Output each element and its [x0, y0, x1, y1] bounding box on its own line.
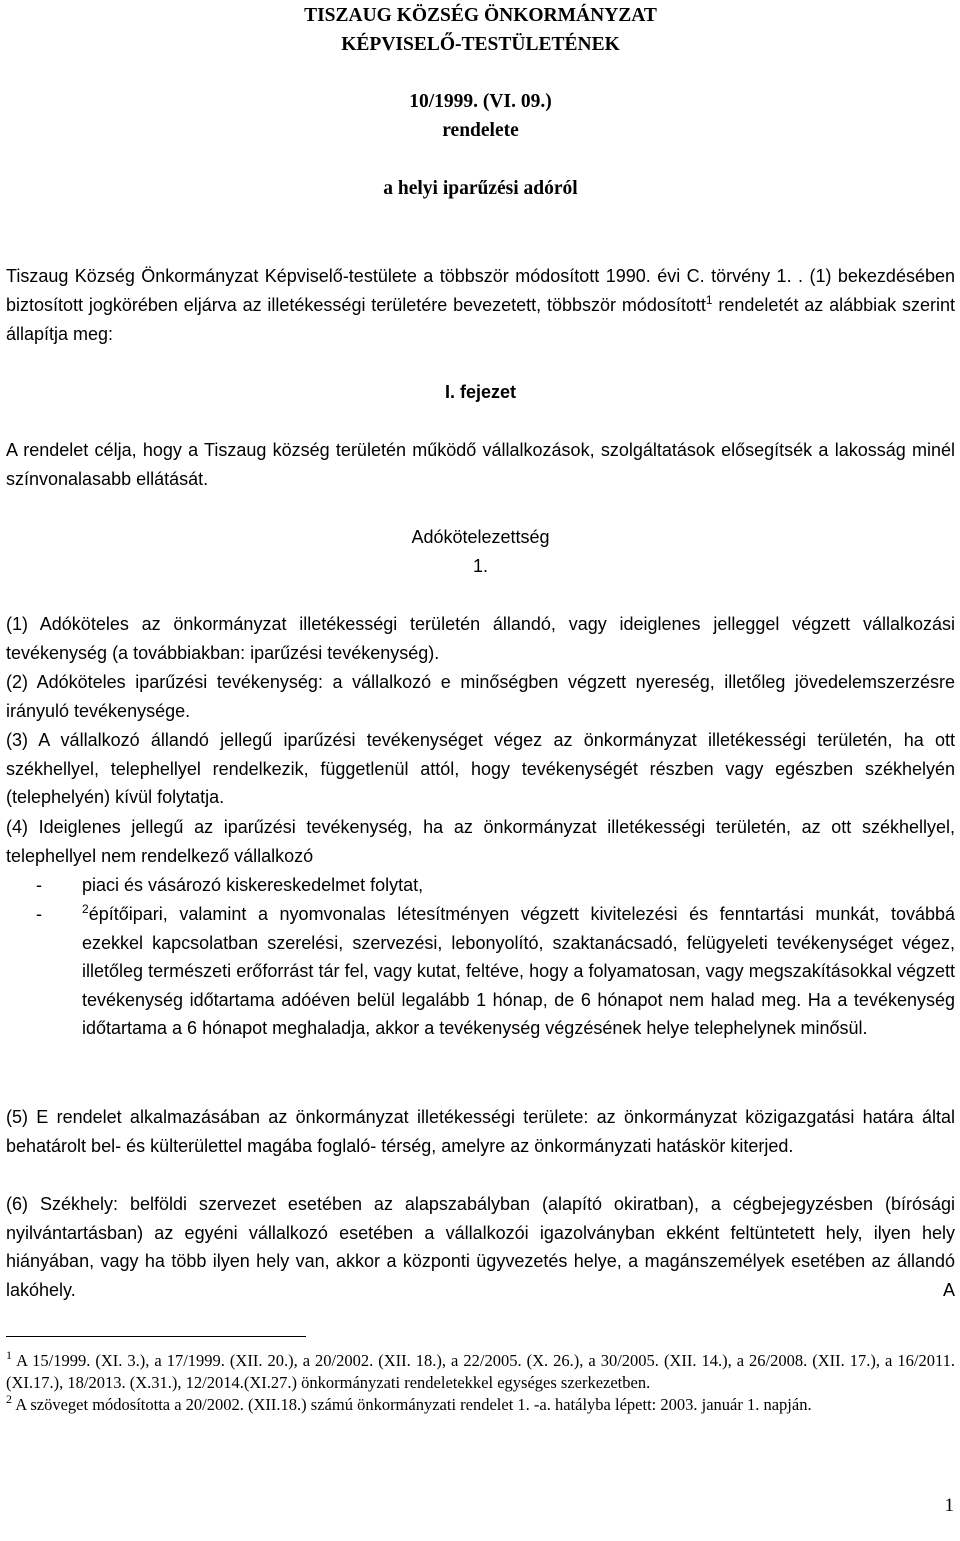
- paragraph-1: (1) Adóköteles az önkormányzat illetékességi területén állandó, vagy ideiglenes jelleggel végzett vállalkozási tevékenység (a továbbiakban: iparűzési tevékenység).: [6, 614, 955, 663]
- paragraph-5: (5) E rendelet alkalmazásában az önkormányzat illetékességi területe: az önkormányzat közigazgatási határa által behatárolt bel- és külterülettel magába foglaló- térség, amelyre az önkormányzati hatáskör kiterjed.: [6, 1107, 955, 1156]
- header-line2: KÉPVISELŐ-TESTÜLETÉNEK: [341, 34, 620, 55]
- decree-rendelete: rendelete: [442, 120, 519, 141]
- preamble-text-a: Tiszaug Község Önkormányzat Képviselő-testülete a többször módosított 1990. évi C. törvény 1. . (1) bekezdésében biztosított jogkörében eljárva az illetékességi területére bevezetett, többször módosított: [6, 266, 955, 315]
- chapter-title: I. fejezet: [444, 382, 517, 402]
- page-number: 1: [944, 1495, 954, 1516]
- section-title: Adókötelezettség: [411, 527, 550, 547]
- paragraph-6: (6) Székhely: belföldi szervezet esetében az alapszabályban (alapító okiratban), a cégbejegyzésben (bírósági nyilvántartásban) az egyéni vállalkozó esetében a vállalkozói igazolványban ekként feltüntetett hely, ilyen hely hiányában, vagy ha több ilyen hely van, akkor a központi ügyvezetés helye, a magánszemélyek esetében az állandó lakóhely. A: [6, 1194, 955, 1300]
- list-dash: -: [36, 875, 42, 895]
- footnote-text: A szöveget módosította a 20/2002. (XII.18.) számú önkormányzati rendelet 1. -a. hatályba lépett: 2003. január 1. napján.: [12, 1395, 812, 1414]
- footnotes: [6, 1350, 955, 1416]
- footnote-ref-2: 2: [82, 902, 89, 916]
- preamble: [6, 262, 955, 349]
- section-number: 1.: [472, 556, 488, 576]
- footnote-text: A 15/1999. (XI. 3.), a 17/1999. (XII. 20.), a 20/2002. (XII. 18.), a 22/2005. (X. 26.), a 30/2005. (XII. 14.), a 26/2008. (XII. 17.), a 16/2011. (XI.17.), 18/2013. (X.31.), 12/2014.(XI.27.) önkormányzati rendeletekkel egységes szerkezetben.: [6, 1351, 955, 1392]
- preamble-text-b: rendeletét az alábbiak szerint állapítja meg:: [6, 295, 955, 344]
- decree-number: 10/1999. (VI. 09.): [409, 91, 552, 112]
- list-item-text: piaci és vásározó kiskereskedelmet folytat,: [82, 875, 424, 895]
- footnote-mark: 1: [6, 1348, 12, 1362]
- footnote-1: [6, 1350, 955, 1394]
- paragraph-4: (4) Ideiglenes jellegű az iparűzési tevékenység, ha az önkormányzat illetékességi területén, az ott székhellyel, telephellyel nem rendelkező vállalkozó: [6, 817, 955, 866]
- list-item-body: [82, 900, 955, 1043]
- list-dash: -: [36, 904, 42, 924]
- paragraph-3: (3) A vállalkozó állandó jellegű iparűzési tevékenységet végez az önkormányzat illetékességi területén, ha ott székhellyel, telephellyel rendelkezik, függetlenül attól, hogy tevékenységét részben vagy egészben székhelyén (telephelyén) kívül folytatja.: [6, 730, 955, 807]
- chapter-intro: A rendelet célja, hogy a Tiszaug község területén működő vállalkozások, szolgáltatások elősegítsék a lakosság minél színvonalasabb ellátását.: [6, 440, 955, 489]
- footnote-2: [6, 1394, 955, 1416]
- footnote-separator: [6, 1336, 306, 1337]
- header-line1: TISZAUG KÖZSÉG ÖNKORMÁNYZAT: [304, 5, 657, 26]
- footnote-mark: 2: [6, 1392, 12, 1406]
- paragraph-2: (2) Adóköteles iparűzési tevékenység: a vállalkozó e minőségben végzett nyereség, illetőleg jövedelemszerzésre irányuló tevékenysége.: [6, 672, 955, 721]
- decree-subject: a helyi iparűzési adóról: [383, 178, 578, 199]
- list-item-text: építőipari, valamint a nyomvonalas létesítményen végzett kivitelezési és fenntartási munkát, továbbá ezekkel kapcsolatban szerelési, szervezési, lebonyolító, szaktanácsadó, felügyeleti tevékenységet végez, illetőleg természeti erőforrást tár fel, vagy kutat, feltéve, hogy a folyamatosan, vagy megszakításokkal végzett tevékenység időtartama adóéven belül legalább 1 hónap, de 6 hónapot nem halad meg. Ha a tevékenység időtartama a 6 hónapot meghaladja, akkor a tevékenység végzésének helye telephelynek minősül.: [82, 904, 955, 1038]
- footnote-ref-1: 1: [705, 293, 713, 307]
